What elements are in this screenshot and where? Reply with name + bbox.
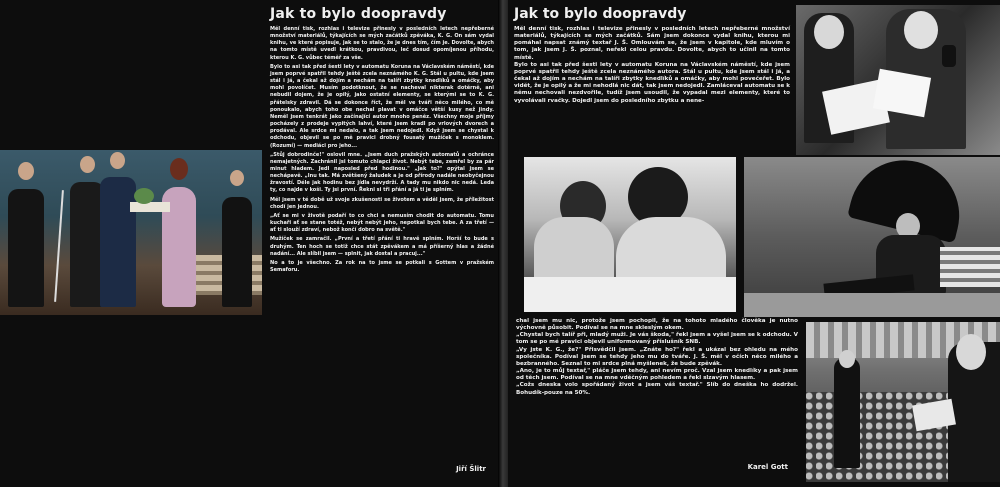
microphone-stand [54,190,64,302]
ceremony-photo [0,150,262,315]
figure-head [110,152,125,169]
figure-singer [834,358,860,468]
bathtub [524,277,736,312]
paragraph: „Chystal bych talíř při, mladý muži. Je vás škoda," řekl jsem a vyšel jsem se k odchodu. V tom se po mé pravici objevil uniformovaný příslušník SNB. [516,332,798,346]
figure-head [80,156,95,173]
paragraph: „Ano, je to můj textař," pláče jsem tehdy, ani nevím proč. Vzal jsem knedlíky a pak jsem od těch jsem. Podíval se na mne vděčným pohledem a řekl slzavým hlasem. [516,368,798,382]
right-article-bottom [516,318,798,483]
author-signature: Karel Gott [747,463,788,471]
figure-head [18,162,34,180]
figure-head [839,350,855,368]
paragraph: Měl jsem v té době už svoje zkušenosti se životem a věděl jsem, že příležitost chodí jen jednou. [270,196,494,210]
article-body [270,26,494,274]
studio-photo [796,5,1000,155]
paragraph: Měl denní tisk, rozhlas i televize přinesly v posledních letech nepřeberné množství materiálů, týkajících se mých začátků. Sám jsem dokonce vydal knihu, kterou mi pomáhal napsat známý textař J. Š. Omlouvám se, že jsem v kapitole, kde mluvím o tom, jak jsem J. Š. poznal, neřekl celou pravdu. Dovolte, abych to učinil na tomto místě. [514,26,790,61]
paragraph: „Cožs dneska volo spořádaný život a jsem váš textař." Slíb do dneška ho dodržel. Bohudík-pouze na 50%. [516,382,798,396]
right-article-top [508,0,796,155]
umbrella-photo [744,157,1000,317]
flower-bouquet [134,188,154,204]
figure-head [230,170,244,186]
paragraph: „Ať se mi v životě podaří to co chci a nemusím chodit do automatu. Tomu kuchaři ať se stane totéž, nebýt nebýt jeho, nepotkal bych tebe. A za třetí — ať ti slouží zdraví, nebož končí dobro na světě." [270,212,494,234]
article-body [516,318,798,397]
article-body [514,26,790,105]
microphone-icon [942,45,956,67]
ground [744,293,1000,317]
paragraph: Měl denní tisk, rozhlas i televize přinesly v posledních letech nepřeberné množství materiálů, týkajících se mých začátků zpěváka, K. G. On sám vydal knihu, ve které popisuje, jak se to stalo, že je dnes tím, čím je. Dovolte, abych na tomto místě uvedl krátkou, pravdivou, leč dosud opomíjenou příhodu, kterou K. G. vůbec téměř za vše. [270,26,494,61]
figure-man-left [8,189,44,307]
paragraph: Bylo to asi tak před šesti lety v automatu Koruna na Václavském náměstí, kde jsem poprvé spatřil tehdy ještě zcela neznámého K. G. Stál u pultu, kde jsem stál i já, a čekal až dojím a nechám na talíři zbytky knedlíků a omáčky, aby mohl povolíčet. Musím podotknout, že se nacheval nikterak dotěrně, ani nebudil dojem, že je opilý, jako ostatní elementy, se kterými se to K. G. přátelsky zdravil. Dá se dokonce říct, že měl ve tváři něco milého, co mě ponoukalo, abych toho obe nechal plavat v omáčce větší kusy než jindy. Neměl jsem tenkrát jako začínající autor mnoho peněz. Všechny moje příjmy pocházely z prodeje vypitých lahví, které jsem kradl po vrlových dvorech a prodával. Ale srdce mi nedalo, a tak jsem nedojedl. Když jsem se chystal k odchodu, objevil se po mě pravici drobný fousatý mužíček s monoklem. (Rozumí) — mediáci pro jeho... [270,63,494,149]
paragraph: „Vy jste K. G., že?" Přisvědčil jsem. „Znáte ho?" řekl a ukázal bez ohledu na mého společníka. Podíval jsem se tehdy jeho mu do tváře. J. Š. měl v očích něco milého a bezbranného. Seznal to mi srdce plná myšlenek, že bude zpěvák. [516,346,798,367]
bath-photo [524,157,736,312]
concert-photo [806,322,1000,482]
figure-head [904,11,938,49]
paragraph: Mužíček se zamračil. „První a třetí přání ti hravě splním. Horší to bude s druhým. Ten hoch se totiž chce stát zpěvákem a má příšerný hlas a žádné nadání... Ale slíbil jsem — splnit, jak dostal a pracuj..." [270,236,494,257]
figure-head [170,158,188,180]
park-bench [940,247,1000,287]
left-article [262,0,500,487]
figure-man-suit [100,177,136,307]
author-signature: Jiří Šlitr [456,465,486,473]
paragraph: Bylo to asi tak před šesti lety v automatu Koruna na Václavském náměstí, kde jsem poprvé spatřil tehdy ještě zcela neznámého autora. Stál u pultu, kde jsem stál i já, a čekal až dojím a nechám na talíři zbytky knedlíků a omáčky, aby mohl povečeřet. Bylo vidět, že je opilý a že mi nehodlá nic dát, tak jsem nedojedl. Zamláceval automatu se k němu nechovali nezdvořile, tudíž jsem usoudil, že vypadal mezi elementy, které to vyvolávali rvačky. Dojedl jsem do posledního zbytku a nene- [514,61,790,104]
figure-head [956,334,986,370]
figure-man-center [70,182,104,307]
award-plaque [130,202,170,212]
paragraph: „Stůj dobrodinče!" oslovil mne. „Jsem duch pražských automatů a ochránce nemajetných. Zachránil jsi tomuto chlapci život. Nebýt tebe, zemřel by za pár minut hladem. Jedl naposled před hodinou." „Jak to?" opýtal jsem se nechápavě. „Inu tak. Má zvětšený žaludek a je od přírody nadále neobyčejnou žravostí. Déle jak hodinu bez jídla nevydrží. A tady mu nikdo nic nedá. Leda ty, co najde v koši. Ty jsi první. Řekni si tři přání a já ti je splním. [270,151,494,194]
figure-head [814,15,844,49]
figure-man-right [222,197,252,307]
paragraph: chal jsem mu nic, protože jsem pochopil, že na tohoto mladého člověka je nutno výchovně působit. Podíval se na mne skleslým okem. [516,318,798,332]
article-title: Jak to bylo doopravdy [514,6,687,22]
paragraph: No a to je všechno. Za rok na to jsme se potkali s Gottem v pražském Semaforu. [270,259,494,273]
article-title: Jak to bylo doopravdy [270,6,447,22]
right-page [508,0,1000,487]
